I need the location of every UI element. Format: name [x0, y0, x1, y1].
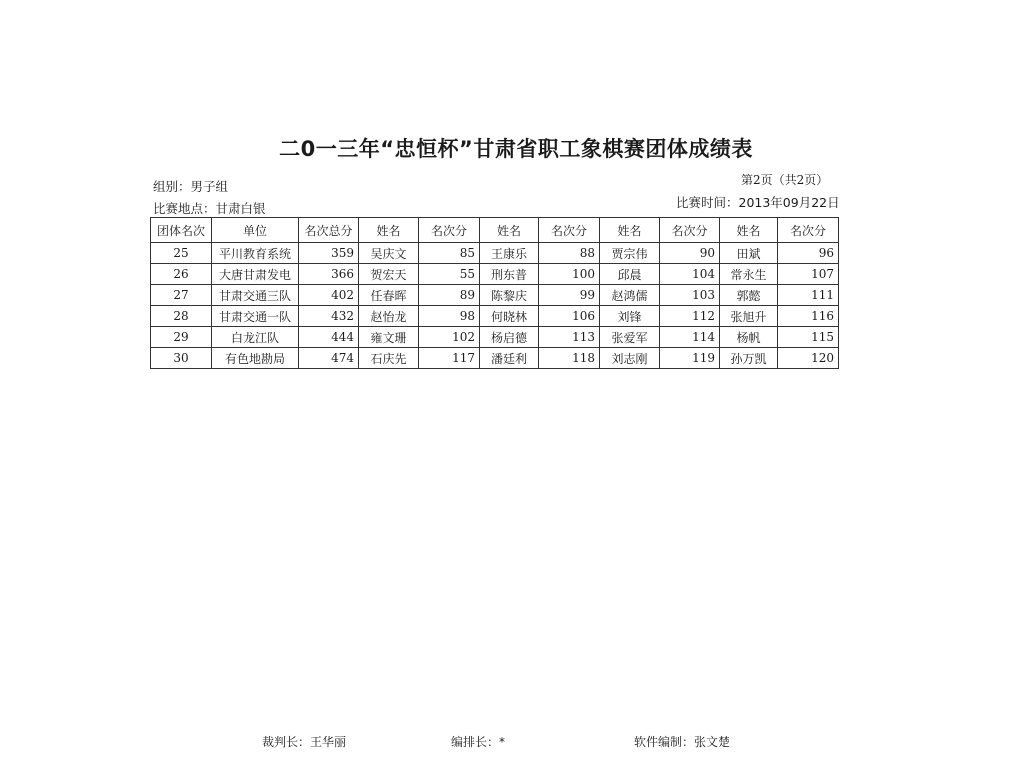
player-score-cell: 103: [660, 285, 720, 306]
player-score-cell: 102: [419, 327, 480, 348]
header-score-1: 名次分: [419, 218, 480, 243]
header-name-3: 姓名: [600, 218, 660, 243]
team-rank-cell: 29: [151, 327, 212, 348]
player-score-cell: 98: [419, 306, 480, 327]
table-row: [151, 243, 839, 264]
header-score-3: 名次分: [660, 218, 720, 243]
unit-cell: 甘肃交通三队: [212, 285, 299, 306]
header-name-4: 姓名: [720, 218, 778, 243]
venue-label: 比赛地点：甘肃白银: [153, 201, 266, 216]
player-score-cell: 88: [539, 243, 600, 264]
table-row: [151, 285, 839, 306]
player-score-cell: 115: [778, 327, 839, 348]
player-name-cell: 刘志刚: [600, 348, 660, 369]
player-score-cell: 96: [778, 243, 839, 264]
player-name-cell: 何晓林: [480, 306, 539, 327]
player-name-cell: 吴庆文: [359, 243, 419, 264]
player-score-cell: 106: [539, 306, 600, 327]
table-row: [151, 327, 839, 348]
player-name-cell: 张旭升: [720, 306, 778, 327]
player-name-cell: 田斌: [720, 243, 778, 264]
player-score-cell: 114: [660, 327, 720, 348]
team-rank-cell: 25: [151, 243, 212, 264]
player-score-cell: 89: [419, 285, 480, 306]
player-name-cell: 杨启德: [480, 327, 539, 348]
player-score-cell: 55: [419, 264, 480, 285]
group-label: 组别：男子组: [153, 179, 229, 194]
chief-referee-signature: 裁判长：王华丽: [262, 735, 347, 749]
total-score-cell: 444: [299, 327, 359, 348]
header-unit: 单位: [212, 218, 299, 243]
header-score-4: 名次分: [778, 218, 839, 243]
player-score-cell: 99: [539, 285, 600, 306]
page-info: 第2页（共2页）: [741, 173, 829, 187]
team-rank-cell: 26: [151, 264, 212, 285]
player-name-cell: 王康乐: [480, 243, 539, 264]
header-team-rank: 团体名次: [151, 218, 212, 243]
player-score-cell: 117: [419, 348, 480, 369]
team-rank-cell: 28: [151, 306, 212, 327]
unit-cell: 甘肃交通一队: [212, 306, 299, 327]
total-score-cell: 366: [299, 264, 359, 285]
player-name-cell: 任春晖: [359, 285, 419, 306]
unit-cell: 白龙江队: [212, 327, 299, 348]
player-name-cell: 贺宏天: [359, 264, 419, 285]
total-score-cell: 402: [299, 285, 359, 306]
player-name-cell: 刑东普: [480, 264, 539, 285]
table-row: [151, 264, 839, 285]
arranger-signature: 编排长：*: [451, 735, 506, 749]
match-date: 比赛时间：2013年09月22日: [676, 195, 840, 210]
unit-cell: 平川教育系统: [212, 243, 299, 264]
table-row: [151, 306, 839, 327]
player-score-cell: 113: [539, 327, 600, 348]
player-score-cell: 112: [660, 306, 720, 327]
player-name-cell: 陈黎庆: [480, 285, 539, 306]
player-score-cell: 100: [539, 264, 600, 285]
player-name-cell: 石庆先: [359, 348, 419, 369]
total-score-cell: 359: [299, 243, 359, 264]
player-name-cell: 赵怡龙: [359, 306, 419, 327]
player-name-cell: 贾宗伟: [600, 243, 660, 264]
header-score-2: 名次分: [539, 218, 600, 243]
player-name-cell: 张爱军: [600, 327, 660, 348]
player-name-cell: 赵鸿儒: [600, 285, 660, 306]
unit-cell: 大唐甘肃发电: [212, 264, 299, 285]
table-row: [151, 348, 839, 369]
table-header-row: [151, 218, 839, 243]
player-score-cell: 120: [778, 348, 839, 369]
player-name-cell: 刘锋: [600, 306, 660, 327]
player-score-cell: 119: [660, 348, 720, 369]
player-score-cell: 104: [660, 264, 720, 285]
player-name-cell: 郭懿: [720, 285, 778, 306]
player-name-cell: 孙万凯: [720, 348, 778, 369]
player-name-cell: 常永生: [720, 264, 778, 285]
player-name-cell: 杨帆: [720, 327, 778, 348]
unit-cell: 有色地勘局: [212, 348, 299, 369]
player-score-cell: 90: [660, 243, 720, 264]
player-score-cell: 107: [778, 264, 839, 285]
total-score-cell: 432: [299, 306, 359, 327]
team-rank-cell: 27: [151, 285, 212, 306]
player-name-cell: 邱晨: [600, 264, 660, 285]
player-score-cell: 116: [778, 306, 839, 327]
total-score-cell: 474: [299, 348, 359, 369]
software-credit: 软件编制：张文楚: [634, 735, 731, 749]
team-rank-cell: 30: [151, 348, 212, 369]
header-name-1: 姓名: [359, 218, 419, 243]
page-title: 二0一三年“忠恒杯”甘肃省职工象棋赛团体成绩表: [279, 137, 753, 161]
player-name-cell: 潘廷利: [480, 348, 539, 369]
player-name-cell: 雍文珊: [359, 327, 419, 348]
results-table: [150, 217, 839, 369]
player-score-cell: 118: [539, 348, 600, 369]
player-score-cell: 85: [419, 243, 480, 264]
header-name-2: 姓名: [480, 218, 539, 243]
header-total-score: 名次总分: [299, 218, 359, 243]
player-score-cell: 111: [778, 285, 839, 306]
